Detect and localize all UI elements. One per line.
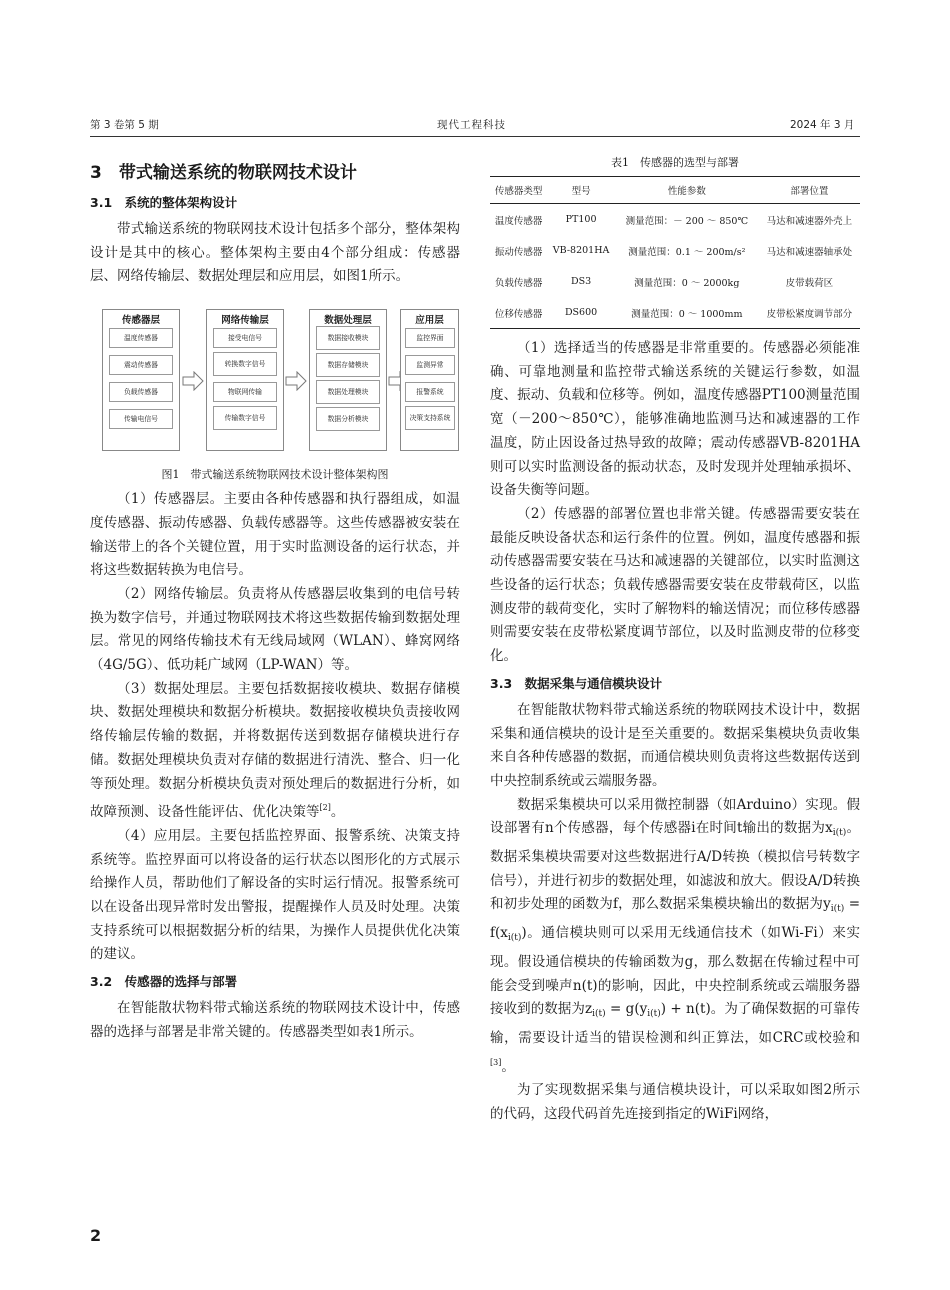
paragraph-text: 。数据采集模块需要对这些数据进行A/D转换（模拟信号转数字信号），并进行初步的数据处理，如滤波和放大。假设A/D转换和初步处理的函数为f，那么数据采集模块输出的数据为y [490,820,861,913]
header-rule [90,136,860,137]
table-cell: DS600 [547,297,615,329]
paragraph: （1）选择适当的传感器是非常重要的。传感器必须能准确、可靠地测量和监控带式输送系统的关键运行参数，如温度、振动、负载和位移等。例如，温度传感器PT100测量范围宽（－200～850℃），能够准确地监测马达和减速器的工作温度，防止因设备过热导致的故障；震动传感器VB-8201HA则可以实时监测设备的振动状态，及时发现并处理轴承损坏、设备失衡等问题。 [490,340,860,499]
table-cell: 测量范围：0 ～ 2000kg [634,277,740,289]
table-cell: 测量范围：－ 200 ～ 850℃ [625,215,749,227]
panel-title: 传感器层 [121,315,160,327]
section-3-1-title: 3.1 系统的整体架构设计 [90,195,238,210]
section-3-3-title: 3.3 数据采集与通信模块设计 [490,675,663,691]
diagram-box: 监控界面 [405,328,455,348]
table-cell: DS3 [570,276,592,287]
table-cell: 温度传感器 [494,215,543,227]
paragraph [90,678,460,825]
diagram-box: 震动传感器 [109,355,173,375]
paragraph-text: = f(x [490,896,861,942]
table-cell: 马达和减速器外壳上 [766,215,853,227]
section-3-title: 3 带式输送系统的物联网技术设计 [90,163,357,183]
diagram-box: 数据分析模块 [316,407,380,431]
table-header: 传感器类型 [490,177,547,204]
subscript: i(t) [830,904,845,915]
section-3-2-title: 3.2 传感器的选择与部署 [90,974,238,990]
table-caption: 表1 传感器的选型与部署 [611,156,739,169]
panel-sensor-layer [102,309,180,451]
subscript: i(t) [592,1009,606,1020]
table-cell: 振动传感器 [494,246,543,258]
architecture-diagram [102,309,457,454]
figure-caption: 图1 带式输送系统物联网技术设计整体架构图 [161,468,389,482]
table-row [490,297,860,329]
left-column [90,152,460,1045]
table-header: 型号 [547,177,615,204]
paragraph: （2）传感器的部署位置也非常关键。传感器需要安装在最能反映设备状态和运行条件的位置。例如，温度传感器和振动传感器需要安装在马达和减速器的关键部位，以实时监测这些设备的运行状态；负载传感器需要安装在皮带载荷区，以监测皮带的载荷变化，实时了解物料的输送情况；而位移传感器则需要安装在皮带松紧度调节部位，以及时监测皮带的位移变化。 [490,505,860,665]
paragraph-text: ) + n(t)。为了确保数据的可靠传输，需要设计适当的错误检测和纠正算法，如CRC或校验和 [490,1001,860,1046]
paragraph: 为了实现数据采集与通信模块设计，可以采取如图2所示的代码，这段代码首先连接到指定的WiFi网络， [490,1082,860,1123]
panel-network-layer [206,309,284,451]
diagram-box: 数据接收模块 [316,326,380,350]
sensor-table [490,176,860,329]
paragraph-text: 。 [330,804,345,821]
arrow-right-icon [182,371,204,391]
diagram-box: 传输电信号 [109,409,173,429]
panel-processing-layer [309,309,387,451]
diagram-box: 传输数字信号 [213,406,277,430]
table-cell: 负载传感器 [494,277,543,289]
diagram-box: 温度传感器 [109,328,173,348]
subscript: i(t) [832,828,847,839]
header-center: 现代工程科技 [437,119,506,131]
table-cell: VB-8201HA [552,245,610,256]
table-cell: PT100 [565,214,597,225]
panel-title: 数据处理层 [324,315,372,327]
paragraph: 在智能散状物料带式输送系统的物联网技术设计中，传感器的选择与部署是非常关键的。传感器类型如表1所示。 [90,1000,460,1040]
table-cell: 位移传感器 [490,297,547,329]
page-number: 2 [90,1226,102,1245]
diagram-box: 接受电信号 [213,328,277,348]
table-cell: 皮带松紧度调节部分 [759,297,860,329]
paragraph [490,794,860,1080]
paragraph-text: 数据采集模块可以采用微控制器（如Arduino）实现。假设部署有n个传感器，每个传感器i在时间t输出的数据为x [490,796,860,837]
table-header: 性能参数 [615,177,759,204]
table-header-row [490,177,860,204]
panel-title: 网络传输层 [221,315,269,327]
paragraph: （1）传感器层。主要由各种传感器和执行器组成，如温度传感器、振动传感器、负载传感器等。这些传感器被安装在输送带上的各个关键位置，用于实时监测设备的运行状态，并将这些数据转换为电信号。 [90,491,460,579]
diagram-box: 物联网传输 [213,382,277,402]
table-cell: 皮带载荷区 [785,277,834,289]
arrow-right-icon [285,371,307,391]
right-column [490,152,860,1127]
citation: [3] [490,1057,502,1067]
paragraph-text: = g(y [605,1001,648,1018]
table-cell: 测量范围：0.1 ～ 200m/s² [628,246,746,258]
paragraph: 带式输送系统的物联网技术设计包括多个部分，整体架构设计是其中的核心。整体架构主要由4个部分组成：传感器层、网络传输层、数据处理层和应用层，如图1所示。 [90,221,460,285]
table-row [490,235,860,266]
table-row [490,266,860,297]
paragraph-text: 。 [501,1058,515,1075]
diagram-box: 负载传感器 [109,382,173,402]
diagram-box: 数据处理模块 [316,380,380,404]
subscript: i(t) [507,933,522,944]
diagram-box: 转换数字信号 [213,352,277,376]
header-right: 2024 年 3 月 [790,119,855,131]
paragraph: （2）网络传输层。负责将从传感器层收集到的电信号转换为数字信号，并通过物联网技术将这些数据传输到数据处理层。常见的网络传输技术有无线局域网（WLAN）、蜂窝网络（4G/5G）、低功耗广域网（LP-WAN）等。 [90,585,460,674]
citation: [2] [319,803,331,813]
diagram-box: 监测异常 [405,355,455,375]
diagram-box: 数据存储模块 [316,353,380,377]
subscript: i(t) [647,1009,661,1020]
panel-title: 应用层 [415,315,444,327]
header-left: 第 3 卷第 5 期 [90,119,159,131]
diagram-box: 决策支持系统 [405,406,455,430]
diagram-box: 报警系统 [405,382,455,402]
paragraph-text: )。通信模块则可以采用无线通信技术（如Wi-Fi）来实现。假设通信模块的传输函数为g，那么数据在传输过程中可能会受到噪声n(t)的影响，因此，中央控制系统或云端服务器接收到的数据为z [490,925,860,1018]
table-cell: 测量范围：0 ～ 1000mm [615,297,759,329]
panel-application-layer [400,309,459,451]
paragraph: 在智能散状物料带式输送系统的物联网技术设计中，数据采集和通信模块的设计是至关重要的。数据采集模块负责收集来自各种传感器的数据，而通信模块则负责将这些数据传送到中央控制系统或云端服务器。 [490,701,860,789]
table-row [490,204,860,236]
paragraph: （4）应用层。主要包括监控界面、报警系统、决策支持系统等。监控界面可以将设备的运行状态以图形化的方式展示给操作人员，帮助他们了解设备的实时运行情况。报警系统可以在设备出现异常时发出警报，提醒操作人员及时处理。决策支持系统可以根据数据分析的结果，为操作人员提供优化决策的建议。 [90,827,460,963]
table-header: 部署位置 [759,177,860,204]
paragraph-text: （3）数据处理层。主要包括数据接收模块、数据存储模块、数据处理模块和数据分析模块。数据接收模块负责接收网络传输层传输的数据，并将数据传送到数据存储模块进行存储。数据处理模块负责对存储的数据进行清洗、整合、归一化等预处理。数据分析模块负责对预处理后的数据进行分析，如故障预测、设备性能评估、优化决策等 [90,680,460,821]
table-cell: 马达和减速器轴承处 [766,246,853,258]
